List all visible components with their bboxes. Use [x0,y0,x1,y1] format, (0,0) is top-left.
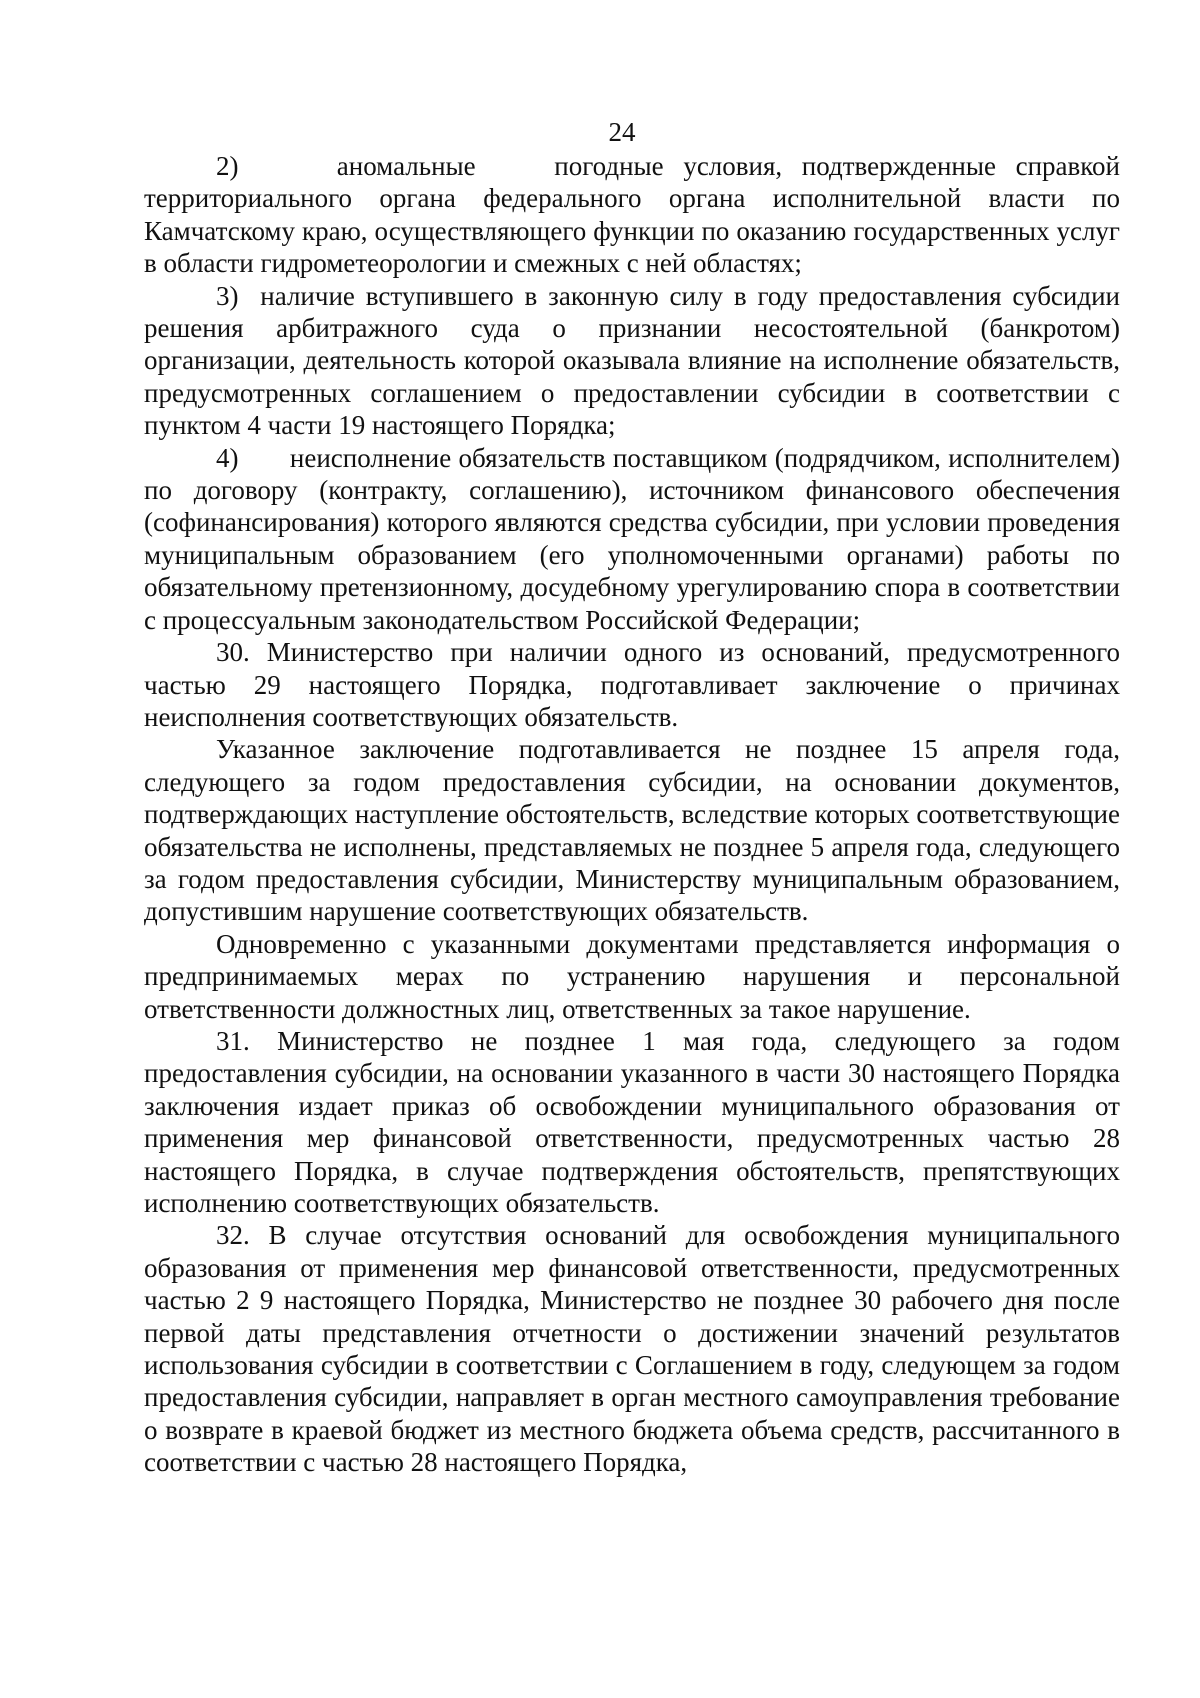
paragraph-section-30-conclusion: Указанное заключение подготавливается не позднее 15 апреля года, следующего за годом предоставления субсидии, на основании документов, подтверждающих наступление обстоятельств, вследствие которых соответствующие обязательства не исполнены, представляемых не позднее 5 апреля года, следующего за годом предоставления субсидии, Министерству муниципальным образованием, допустившим нарушение соответствующих обязательств. [144,734,1120,927]
document-body [144,150,1120,1479]
paragraph-section-30: 30. Министерство при наличии одного из оснований, предусмотренного частью 29 настоящего Порядка, подготавливает заключение о причинах неисполнения соответствующих обязательств. [144,637,1120,732]
paragraph-section-31: 31. Министерство не позднее 1 мая года, следующего за годом предоставления субсидии, на основании указанного в части 30 настоящего Порядка заключения издает приказ об освобождении муниципального образования от применения мер финансовой ответственности, предусмотренных частью 28 настоящего Порядка, в случае подтверждения обстоятельств, препятствующих исполнению соответствующих обязательств. [144,1025,1120,1218]
paragraph-item-3: 3) наличие вступившего в законную силу в году предоставления субсидии решения арбитражного суда о признании несостоятельной (банкротом) организации, деятельность которой оказывала влияние на исполнение обязательств, предусмотренных соглашением о предоставлении субсидии в соответствии с пунктом 4 части 19 настоящего Порядка; [144,280,1120,441]
paragraph-section-30-information: Одновременно с указанными документами представляется информация о предпринимаемых мерах по устранению нарушения и персональной ответственности должностных лиц, ответственных за такое нарушение. [144,928,1120,1024]
paragraph-item-4: 4) неисполнение обязательств поставщиком (подрядчиком, исполнителем) по договору (контракту, соглашению), источником финансового обеспечения (софинансирования) которого являются средства субсидии, при условии проведения муниципальным образованием (его уполномоченными органами) работы по обязательному претензионному, досудебному урегулированию спора в соответствии с процессуальным законодательством Российской Федерации; [144,442,1120,635]
paragraph-item-2: 2) аномальные погодные условия, подтвержденные справкой территориального органа федерального органа исполнительной власти по Камчатскому краю, осуществляющего функции по оказанию государственных услуг в области гидрометеорологии и смежных с ней областях; [144,151,1120,279]
page-number: 24 [608,117,636,147]
paragraph-section-32: 32. В случае отсутствия оснований для освобождения муниципального образования от применения мер финансовой ответственности, предусмотренных частью 2 9 настоящего Порядка, Министерство не позднее 30 рабочего дня после первой даты представления отчетности о достижении значений результатов использования субсидии в соответствии с Соглашением в году, следующем за годом предоставления субсидии, направляет в орган местного самоуправления требование о возврате в краевой бюджет из местного бюджета объема средств, рассчитанного в соответствии с частью 28 настоящего Порядка, [144,1220,1120,1478]
